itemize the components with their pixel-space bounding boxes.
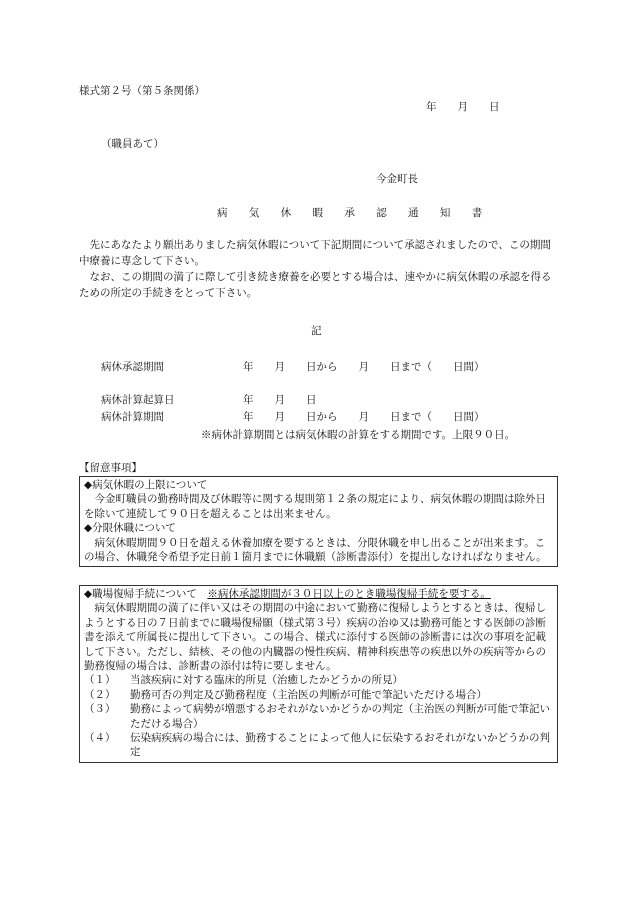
list-item-text: 伝染病疾病の場合には、勤務することによって他人に伝染するおそれがないかどうかの判定 <box>130 732 550 759</box>
document-title: 病 気 休 暇 承 認 通 知 書 <box>217 207 492 219</box>
list-item-text: 勤務によって病勢が増悪するおそれがないかどうかの判定（主治医の判断が可能で筆記いただける場合） <box>130 703 550 730</box>
addressee: （職員あて） <box>101 138 164 150</box>
return-procedure-text: 病気休暇期間の満了に伴い又はその期間の中途において勤務に復帰しようとするときは、復帰しようとする日の７日前までに職場復帰願（様式第３号）疾病の治ゆ又は勤務可能とする医師の診断書を添えて所属長に提出して下さい。この場合、様式に添付する医師の診断書には次の事項を記載して下さい。ただし、結核、その他の内臓器の慢性疾病、精神科疾患等の疾患以外の疾病等からの勤務復帰の場合は、診断書の添付は特に要しません。 <box>84 602 546 673</box>
calc-period-value: 年 月 日から 月 日まで（ 日間） <box>243 411 485 423</box>
list-item-text: 当該疾病に対する臨床的所見（治癒したかどうかの所見） <box>130 674 403 687</box>
list-item <box>84 731 553 760</box>
approval-period-label: 病休承認期間 <box>101 361 164 373</box>
suspension-text: 病気休暇期間９０日を超える休養加療を要するときは、分限休職を申し出ることが出来ます。この場合、休職発令希望予定日前１箇月までに休職願（診断書添付）を提出しなければなりません。 <box>84 536 547 564</box>
ki-marker: 記 <box>311 325 322 337</box>
approval-period-value: 年 月 日から 月 日まで（ 日間） <box>243 361 485 373</box>
notes-box-return-to-work <box>79 585 558 763</box>
notes-heading: 【留意事項】 <box>79 462 142 474</box>
list-item <box>84 673 553 687</box>
return-heading <box>84 587 553 601</box>
form-number: 様式第２号（第５条関係） <box>79 85 205 97</box>
calc-period-label: 病休計算期間 <box>101 411 164 423</box>
return-heading-label: ◆職場復帰手続について <box>84 588 208 600</box>
body-paragraph-1: 先にあなたより願出ありました病気休暇について下記期間について承認されましたので、この期間中療養に専念して下さい。 <box>79 239 551 267</box>
list-item-number: （２） <box>84 688 116 701</box>
calc-start-value: 年 月 日 <box>243 394 317 406</box>
issuer: 今金町長 <box>376 173 418 185</box>
leave-limit-text: 今金町職員の勤務時間及び休暇等に関する規則第１２条の規定により、病気休暇の期間は除外日を除いて連続して９０日を超えることは出来ません。 <box>84 493 546 520</box>
suspension-heading: ◆分限休職について <box>84 522 176 535</box>
list-item <box>84 688 553 702</box>
calc-start-label: 病休計算起算日 <box>101 394 175 406</box>
list-item <box>84 702 553 731</box>
date-line: 年 月 日 <box>426 101 500 113</box>
list-item-number: （４） <box>84 732 116 745</box>
list-item-text: 勤務可否の判定及び勤務程度（主治医の判断が可能で筆記いただける場合） <box>130 688 487 701</box>
list-item-number: （３） <box>84 703 116 716</box>
notes-box-leave-limits <box>79 476 558 567</box>
body-paragraph-2: なお、この期間の満了に際して引き続き療養を必要とする場合は、速やかに病気休暇の承認を得るための所定の手続きをとって下さい。 <box>79 271 552 299</box>
list-item-number: （１） <box>84 674 116 687</box>
calc-note: ※病休計算期間とは病気休暇の計算をする期間です。上限９０日。 <box>201 429 516 441</box>
return-heading-emphasis: ※病休承認期間が３０日以上のとき職場復帰手続を要する。 <box>207 588 491 600</box>
leave-limit-heading: ◆病気休暇の上限について <box>84 479 208 491</box>
